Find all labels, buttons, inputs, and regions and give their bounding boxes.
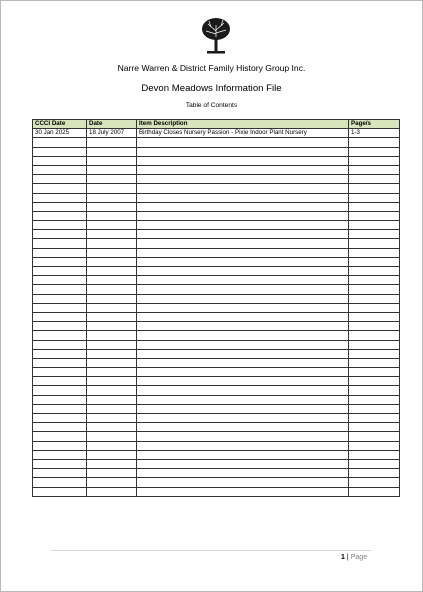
table-row-empty — [33, 211, 400, 220]
empty-cell — [87, 450, 137, 459]
empty-cell — [33, 358, 87, 367]
cell-item-description: Birthday Closes Nursery Passion - Pixie Indoor Plant Nursery — [137, 129, 349, 138]
empty-cell — [87, 294, 137, 303]
empty-cell — [33, 404, 87, 413]
empty-cell — [87, 202, 137, 211]
empty-cell — [349, 303, 400, 312]
empty-cell — [137, 386, 349, 395]
empty-cell — [137, 193, 349, 202]
empty-cell — [137, 267, 349, 276]
empty-cell — [349, 331, 400, 340]
organisation-name: Narre Warren & District Family History Group Inc. — [117, 63, 306, 73]
empty-cell — [349, 147, 400, 156]
empty-cell — [137, 459, 349, 468]
empty-cell — [349, 184, 400, 193]
empty-cell — [349, 322, 400, 331]
table-row-empty — [33, 487, 400, 496]
table-row — [33, 129, 400, 138]
table-row-empty — [33, 312, 400, 321]
empty-cell — [137, 294, 349, 303]
empty-cell — [137, 340, 349, 349]
empty-cell — [349, 175, 400, 184]
empty-cell — [33, 377, 87, 386]
page-footer — [341, 554, 367, 561]
cell-ccci-date: 30 Jan 2025 — [33, 129, 87, 138]
empty-cell — [349, 414, 400, 423]
empty-cell — [349, 211, 400, 220]
empty-cell — [33, 147, 87, 156]
col-header-ccci-date: CCCI Date — [33, 120, 87, 129]
empty-cell — [137, 285, 349, 294]
table-row-empty — [33, 248, 400, 257]
empty-cell — [33, 441, 87, 450]
empty-cell — [137, 441, 349, 450]
empty-cell — [137, 414, 349, 423]
table-of-contents-heading: Table of Contents — [185, 102, 238, 109]
table-header-row — [33, 120, 400, 129]
empty-cell — [349, 487, 400, 496]
cell-date: 18 July 2007 — [87, 129, 137, 138]
empty-cell — [87, 423, 137, 432]
empty-cell — [33, 469, 87, 478]
empty-cell — [33, 487, 87, 496]
empty-cell — [87, 156, 137, 165]
empty-cell — [137, 423, 349, 432]
col-header-item-description: Item Description — [137, 120, 349, 129]
empty-cell — [349, 248, 400, 257]
table-row-empty — [33, 450, 400, 459]
empty-cell — [33, 312, 87, 321]
empty-cell — [137, 257, 349, 266]
empty-cell — [33, 450, 87, 459]
empty-cell — [87, 239, 137, 248]
table-row-empty — [33, 147, 400, 156]
empty-cell — [349, 459, 400, 468]
empty-cell — [349, 312, 400, 321]
empty-cell — [33, 276, 87, 285]
table-row-empty — [33, 156, 400, 165]
empty-cell — [349, 358, 400, 367]
empty-cell — [87, 395, 137, 404]
empty-cell — [87, 322, 137, 331]
empty-cell — [349, 138, 400, 147]
empty-cell — [349, 377, 400, 386]
empty-cell — [137, 469, 349, 478]
empty-cell — [137, 276, 349, 285]
table-row-empty — [33, 358, 400, 367]
table-row-empty — [33, 459, 400, 468]
empty-cell — [87, 312, 137, 321]
empty-cell — [87, 340, 137, 349]
table-row-empty — [33, 414, 400, 423]
table-row-empty — [33, 230, 400, 239]
empty-cell — [349, 294, 400, 303]
table-row-empty — [33, 340, 400, 349]
table-row-empty — [33, 165, 400, 174]
document-title: Devon Meadows Information File — [141, 83, 282, 94]
table-row-empty — [33, 469, 400, 478]
empty-cell — [33, 395, 87, 404]
footer-divider — [51, 550, 371, 551]
empty-cell — [87, 211, 137, 220]
empty-cell — [137, 239, 349, 248]
cell-pages: 1-3 — [349, 129, 400, 138]
empty-cell — [87, 441, 137, 450]
empty-cell — [137, 184, 349, 193]
empty-cell — [87, 230, 137, 239]
empty-cell — [33, 267, 87, 276]
col-header-pages: Page/s — [349, 120, 400, 129]
table-row-empty — [33, 267, 400, 276]
empty-cell — [87, 147, 137, 156]
empty-cell — [33, 184, 87, 193]
empty-cell — [87, 404, 137, 413]
empty-cell — [137, 487, 349, 496]
table-row-empty — [33, 257, 400, 266]
table-row-empty — [33, 294, 400, 303]
empty-cell — [87, 487, 137, 496]
empty-cell — [349, 368, 400, 377]
table-row-empty — [33, 285, 400, 294]
empty-cell — [87, 478, 137, 487]
table-row-empty — [33, 276, 400, 285]
empty-cell — [33, 165, 87, 174]
empty-cell — [87, 349, 137, 358]
table-row-empty — [33, 368, 400, 377]
empty-cell — [87, 331, 137, 340]
empty-cell — [33, 138, 87, 147]
empty-cell — [137, 202, 349, 211]
empty-cell — [137, 312, 349, 321]
empty-cell — [349, 423, 400, 432]
empty-cell — [87, 138, 137, 147]
empty-cell — [87, 432, 137, 441]
table-row-empty — [33, 478, 400, 487]
empty-cell — [137, 395, 349, 404]
table-row-empty — [33, 432, 400, 441]
empty-cell — [349, 285, 400, 294]
empty-cell — [33, 239, 87, 248]
empty-cell — [87, 193, 137, 202]
table-row-empty — [33, 138, 400, 147]
empty-cell — [33, 386, 87, 395]
empty-cell — [349, 469, 400, 478]
table-row-empty — [33, 303, 400, 312]
empty-cell — [137, 303, 349, 312]
empty-cell — [87, 276, 137, 285]
table-row-empty — [33, 386, 400, 395]
empty-cell — [137, 432, 349, 441]
empty-cell — [349, 276, 400, 285]
empty-cell — [33, 175, 87, 184]
empty-cell — [349, 340, 400, 349]
empty-cell — [33, 423, 87, 432]
empty-cell — [33, 156, 87, 165]
empty-cell — [33, 478, 87, 487]
empty-cell — [349, 450, 400, 459]
empty-cell — [87, 386, 137, 395]
empty-cell — [137, 175, 349, 184]
empty-cell — [33, 221, 87, 230]
empty-cell — [349, 386, 400, 395]
tree-logo-icon — [199, 17, 233, 55]
empty-cell — [349, 202, 400, 211]
col-header-date: Date — [87, 120, 137, 129]
table-row-empty — [33, 184, 400, 193]
empty-cell — [137, 156, 349, 165]
empty-cell — [349, 478, 400, 487]
empty-cell — [87, 175, 137, 184]
table-row-empty — [33, 322, 400, 331]
empty-cell — [33, 459, 87, 468]
empty-cell — [349, 230, 400, 239]
empty-cell — [137, 165, 349, 174]
empty-cell — [137, 230, 349, 239]
empty-cell — [137, 377, 349, 386]
table-row-empty — [33, 441, 400, 450]
empty-cell — [87, 165, 137, 174]
empty-cell — [33, 202, 87, 211]
empty-cell — [137, 138, 349, 147]
empty-cell — [349, 193, 400, 202]
empty-cell — [349, 165, 400, 174]
empty-cell — [137, 211, 349, 220]
empty-cell — [87, 414, 137, 423]
contents-table — [32, 119, 400, 497]
page-label: Page — [350, 554, 368, 561]
empty-cell — [87, 221, 137, 230]
empty-cell — [33, 414, 87, 423]
table-row-empty — [33, 395, 400, 404]
empty-cell — [87, 368, 137, 377]
empty-cell — [137, 478, 349, 487]
empty-cell — [33, 193, 87, 202]
footer-separator: | — [346, 554, 349, 561]
empty-cell — [87, 459, 137, 468]
empty-cell — [349, 404, 400, 413]
empty-cell — [137, 322, 349, 331]
empty-cell — [33, 432, 87, 441]
empty-cell — [87, 358, 137, 367]
empty-cell — [349, 267, 400, 276]
empty-cell — [137, 331, 349, 340]
empty-cell — [33, 368, 87, 377]
empty-cell — [349, 441, 400, 450]
empty-cell — [87, 303, 137, 312]
empty-cell — [87, 267, 137, 276]
empty-cell — [349, 221, 400, 230]
empty-cell — [349, 432, 400, 441]
empty-cell — [33, 248, 87, 257]
empty-cell — [33, 331, 87, 340]
empty-cell — [87, 248, 137, 257]
empty-cell — [33, 230, 87, 239]
table-row-empty — [33, 423, 400, 432]
table-row-empty — [33, 221, 400, 230]
empty-cell — [87, 285, 137, 294]
empty-cell — [137, 368, 349, 377]
table-row-empty — [33, 202, 400, 211]
table-row-empty — [33, 239, 400, 248]
empty-cell — [349, 257, 400, 266]
empty-cell — [137, 450, 349, 459]
empty-cell — [349, 349, 400, 358]
empty-cell — [87, 469, 137, 478]
empty-cell — [137, 248, 349, 257]
empty-cell — [33, 322, 87, 331]
empty-cell — [33, 303, 87, 312]
empty-cell — [349, 156, 400, 165]
empty-cell — [33, 349, 87, 358]
table-row-empty — [33, 331, 400, 340]
empty-cell — [87, 257, 137, 266]
empty-cell — [137, 404, 349, 413]
empty-cell — [137, 221, 349, 230]
empty-cell — [33, 285, 87, 294]
table-row-empty — [33, 404, 400, 413]
empty-cell — [87, 184, 137, 193]
empty-cell — [349, 239, 400, 248]
empty-cell — [33, 257, 87, 266]
empty-cell — [137, 358, 349, 367]
empty-cell — [349, 395, 400, 404]
empty-cell — [33, 211, 87, 220]
table-row-empty — [33, 193, 400, 202]
empty-cell — [137, 147, 349, 156]
empty-cell — [137, 349, 349, 358]
empty-cell — [33, 340, 87, 349]
empty-cell — [33, 294, 87, 303]
table-row-empty — [33, 377, 400, 386]
empty-cell — [87, 377, 137, 386]
page-number: 1 — [341, 554, 345, 561]
table-row-empty — [33, 175, 400, 184]
table-row-empty — [33, 349, 400, 358]
